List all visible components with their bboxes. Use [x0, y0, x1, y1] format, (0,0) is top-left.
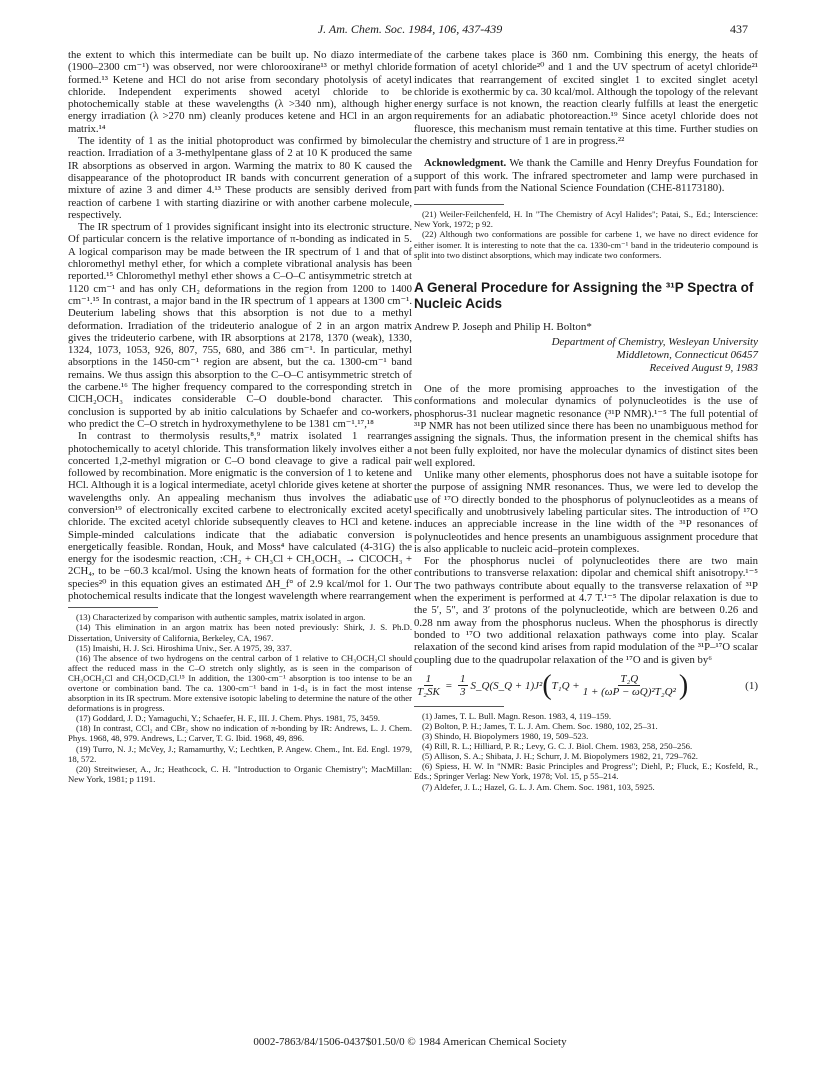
- reference: (4) Rill, R. L.; Hilliard, P. R.; Levy, G. C. J. Biol. Chem. 1983, 258, 250–256.: [422, 741, 693, 752]
- affiliation-city: Middletown, Connecticut 06457: [616, 349, 758, 362]
- footnote: (18) In contrast, CCl₂ and CBr₂ show no indication of π-bonding by IR: Andrews, L. J. Chem. Phys. 1968, 48, 979. Andrews, L.; Carver, T. G. Ibid. 1968, 49, 896.: [68, 723, 412, 744]
- eq-t2-den: 1 + (ωP − ωQ)²T₂Q²: [582, 686, 676, 699]
- equation-1: [414, 669, 758, 701]
- footnote: (21) Weiler-Feilchenfeld, H. In "The Chemistry of Acyl Halides"; Patai, S., Ed.; Interscience: New York, 1972; p 92.: [414, 209, 758, 230]
- eq-lhs: [417, 673, 440, 699]
- footnotes: [68, 612, 412, 784]
- ack-text: We thank the Camille and Henry Dreyfus Foundation for support of this work. The infrared spectrometer and lamp were purchased in part with funds from the National Science Foundation (CHE-81173180).: [414, 157, 758, 194]
- footnote: (14) This elimination in an argon matrix has been noted previously: Shirk, J. S. Ph.D. Dissertation, University of California, Berkeley, CA, 1967.: [68, 622, 412, 643]
- acknowledgment: [414, 157, 758, 194]
- reference: (1) James, T. L. Bull. Magn. Reson. 1983, 4, 119–159.: [422, 710, 612, 721]
- eq-term: S_Q(S_Q + 1)J²: [470, 679, 543, 692]
- eq-t2: [583, 673, 676, 699]
- eq-equals: =: [445, 679, 452, 692]
- paragraph: The IR spectrum of 1 provides significant insight into its electronic structure. Of particular concern is the relative importance of π-bonding as indicated in 5. A logical comparison may be made between the IR spectrum of 1 and that of chloromethyl methyl ether, for which a complete vibrational analysis has been reported.¹⁵ Chloromethyl methyl ether shows a C–O–C antisymmetric stretch at 1120 cm⁻¹ and has only CH₂ deformations in the region from 1200 to 1400 cm⁻¹.¹⁵ In contrast, a major band in the IR spectrum of 1 appears at 1300 cm⁻¹. Deuterium labeling shows that this absorption is not due to a methyl deformation. Irradiation of the trideuterio analogue of 2 in an argon matrix gives the trideuterio carbene, with IR absorptions at 2178, 1370 (weak), 1330, 1324, 1073, 1053, 926, 807, 755, 680, and 386 cm⁻¹. In particular, methyl absorptions in the 1450-cm⁻¹ region are absent, but the ca. 1300-cm⁻¹ band remains. We thus assign this absorption to the C–O–C antisymmetric stretch of the carbene.¹⁶ The higher frequency compared to the corresponding stretch in ClCH₂OCH₃ indicates considerable C–O double-bond character. This conclusion is supported by ab initio calculations by Schaefer and co-workers, who predict the C–O stretch in hydroxymethylene to be 1381 cm⁻¹.¹⁷,¹⁸: [68, 221, 412, 430]
- footnote: (17) Goddard, J. D.; Yamaguchi, Y.; Schaefer, H. F., III. J. Chem. Phys. 1981, 75, 3459.: [76, 713, 380, 724]
- authors: Andrew P. Joseph and Philip H. Bolton*: [414, 320, 592, 333]
- footnote: (16) The absence of two hydrogens on the central carbon of 1 relative to CH₃OCH₂Cl should affect the reduced mass in the C–O stretch only slightly, as is seen in the comparison of CH₃OCH₂Cl and CH₃OCD₂Cl.¹⁵ In addition, the 1300-cm⁻¹ absorption is too intense to be an overtone or combination band. The ca. 1300-cm⁻¹ band in 1-d₃ is in fact the most intense absorption in its IR spectrum. More extensive isotopic labeling to determine the nature of the other deformations is in progress.: [68, 652, 412, 714]
- reference: (3) Shindo, H. Biopolymers 1980, 19, 509–523.: [422, 731, 589, 742]
- paragraph: One of the more promising approaches to the investigation of the conformations and molecular dynamics of polynucleotides is the use of phosphorus-31 nuclear magnetic resonance (³¹P NMR).¹⁻⁵ The full potential of ³¹P NMR has not been utilized since there has been no unambiguous method for assigning the signals. Thus, the information present in the chemical shifts has not been fully exploited, nor have the molecular dynamics of distinct sites been well explored.: [414, 383, 758, 469]
- eq-rparen: ): [678, 669, 689, 701]
- paragraph: the extent to which this intermediate can be built up. No diazo intermediate (1900–2300 cm⁻¹) was observed, nor were chlorooxirane¹³ or methyl chloride formed.¹³ Ketene and HCl do not arise from secondary photolysis of acetyl chloride. Independent experiments showed acetyl chloride to be photochemically stable at these wavelengths (λ >340 nm), although higher energy irradiation (λ >270 nm) cleanly produces ketene and HCl in an argon matrix.¹⁴: [68, 49, 412, 135]
- affiliation: [414, 336, 758, 375]
- footnote: (19) Turro, N. J.; McVey, J.; Ramamurthy, V.; Lechtken, P. Angew. Chem., Int. Ed. Engl. 1979, 18, 572.: [68, 743, 412, 764]
- eq-coef: [458, 673, 468, 699]
- paragraph: For the phosphorus nuclei of polynucleotides there are two main contributions to transverse relaxation: dipolar and chemical shift anisotropy.¹⁻⁵ The two pathways contribute about equally to the transverse relaxation of ³¹P when the experiment is performed at 4.7 T.¹⁻⁵ The dipolar relaxation is due to the 5′, 5″, and 3′ protons of the polynucleotide, which are between 0.26 and 0.28 nm away from the phosphorus nucleus. When the phosphorus is directly bonded to ¹⁷O two additional relaxation pathways come into play. Scalar relaxation of the second kind arises from rapid modulation of the ³¹P–¹⁷O scalar coupling due to the quadrupolar relaxation of the ¹⁷O and is given by⁶: [414, 555, 758, 666]
- footnote: (15) Imaishi, H. J. Sci. Hiroshima Univ., Ser. A 1975, 39, 337.: [76, 642, 292, 653]
- paragraph: Unlike many other elements, phosphorus does not have a suitable isotope for the purpose of assigning NMR resonances. Thus, we were led to develop the use of ¹⁷O directly bonded to the phosphorus of polynucleotides as a means of specifically and unobtrusively labeling particular sites. The introduction of ¹⁷O induces an appreciable increase in the line width of the ³¹P resonances of polynucleotides and hence presents an unambiguous assignment procedure that is also applicable to nucleic acid–protein complexes.: [414, 469, 758, 555]
- eq-lhs-num: 1: [425, 673, 432, 686]
- references: [414, 711, 758, 792]
- footnote-rule: [414, 706, 504, 707]
- left-column: [68, 49, 412, 784]
- reference: (2) Bolton, P. H.; James, T. L. J. Am. Chem. Soc. 1980, 102, 25–31.: [422, 720, 658, 731]
- paragraph: The identity of 1 as the initial photoproduct was confirmed by bimolecular reaction. Irradiation of a 3-methylpentane glass of 2 at 10 K produced the same IR absorptions as observed in argon. Warming the matrix to 80 K caused the disappearance of the photoproduct IR bands with concurrent generation of a mixture of azine 3 and dimer 4.¹³ These products are sensibly derived from reaction of carbene 1 with starting diazirine or with another carbene molecule, respectively.: [68, 135, 412, 221]
- reference: (6) Spiess, H. W. In "NMR: Basic Principles and Progress"; Diehl, P.; Fluck, E.; Kosfeld, R., Eds.; Springer Verlag: New York, 1978; Vol. 15, p 55–214.: [414, 761, 758, 782]
- footnote: (20) Streitwieser, A., Jr.; Heathcock, C. H. "Introduction to Organic Chemistry"; MacMillan: New York, 1981; p 1191.: [68, 763, 412, 784]
- paragraph: In contrast to thermolysis results,⁸,⁹ matrix isolated 1 rearranges photochemically to acetyl chloride. This transformation likely involves either a concerted 1,2-methyl migration or C–O bond cleavage to give a radical pair followed by recombination. More enigmatic is the conversion of 1 to ketene and HCl. Although it is a logical intermediate, acetyl chloride gives ketene at shorter wavelengths only. An appealing mechanism thus involves the adiabatic conversion¹⁹ of electronically excited carbene to electronically excited acetyl chloride. The excited acetyl chloride subsequently cleaves to HCl and ketene. Simple-minded calculations indicate that the adiabatic conversion is energetically feasible. Rondan, Houk, and Moss⁴ have calculated (4-31G) the energy for the isodesmic reaction, :CH₂ + CH₃Cl + CH₃OCH₃ → ClCOCH₃ + 2CH₄, to be −60.3 kcal/mol. Using the known heats of formation for the other species²⁰ in this equation gives an estimated ΔH_f° of 2.9 kcal/mol for 1. Our photochemical results indicate that the longest wavelength where rearrangement: [68, 430, 412, 603]
- footnotes: [414, 209, 758, 259]
- reference: (5) Allison, S. A.; Shibata, J. H.; Schurr, J. M. Biopolymers 1982, 21, 729–762.: [422, 751, 698, 762]
- footnote-rule: [414, 204, 504, 205]
- eq-t2-num: T₂Q: [620, 673, 639, 686]
- footnote: (22) Although two conformations are possible for carbene 1, we have no direct evidence for either isomer. It is interesting to note that the ca. 1330-cm⁻¹ band in the trideuterio compound is split into two distinct absorptions, which may indicate two conformers.: [414, 229, 758, 260]
- ack-label: Acknowledgment.: [424, 157, 507, 170]
- eq-coef-den: 3: [460, 686, 466, 699]
- right-column: [414, 49, 758, 792]
- equation-number: (1): [745, 679, 758, 692]
- page-number: 437: [730, 22, 748, 36]
- eq-t1: T₁Q +: [551, 679, 580, 692]
- reference: (7) Aldefer, J. L.; Hazel, G. L. J. Am. Chem. Soc. 1981, 103, 5925.: [422, 781, 655, 792]
- eq-coef-num: 1: [460, 673, 466, 686]
- eq-lhs-den: T₂SK: [417, 686, 440, 699]
- footnote-rule: [68, 607, 158, 608]
- journal-citation: J. Am. Chem. Soc. 1984, 106, 437-439: [317, 22, 503, 36]
- footnote: (13) Characterized by comparison with authentic samples, matrix isolated in argon.: [76, 612, 366, 623]
- page-footer: 0002-7863/84/1506-0437$01.50/0 © 1984 American Chemical Society: [253, 1036, 567, 1048]
- eq-lparen: (: [542, 669, 552, 701]
- affiliation-dept: Department of Chemistry, Wesleyan University: [551, 336, 758, 349]
- received-date: Received August 9, 1983: [649, 362, 758, 375]
- paragraph: of the carbene takes place is 360 nm. Combining this energy, the heats of formation of acetyl chloride²⁰ and 1 and the UV spectrum of acetyl chloride²¹ indicates that rearrangement of excited singlet 1 to excited singlet acetyl chloride is exothermic by ca. 30 kcal/mol. Although the topology of the relevant energy surface is not known, the reaction clearly fulfills at least the energetic requirements for an adiabatic photoreaction.¹⁹ Since acetyl chloride does not fluoresce, this mechanism must remain tentative at this time. Further studies on the chemistry and structure of 1 are in progress.²²: [414, 49, 758, 148]
- article-title: A General Procedure for Assigning the ³¹P Spectra of Nucleic Acids: [414, 279, 754, 311]
